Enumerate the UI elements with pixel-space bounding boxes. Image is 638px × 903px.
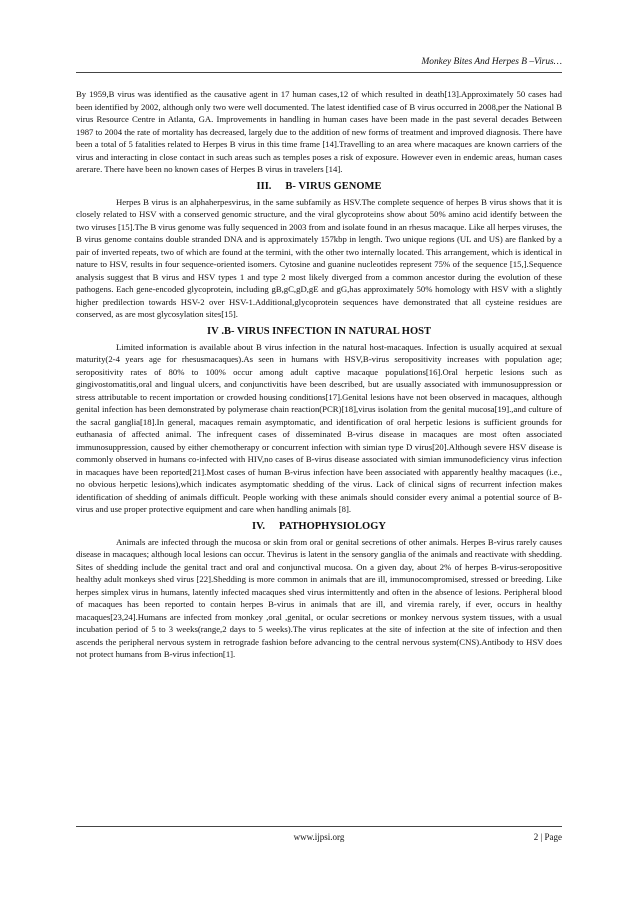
section-paragraph-genome: Herpes B virus is an alphaherpesvirus, in the same subfamily as HSV.The complete sequence of herpes B virus shows that it is closely related to HSV with a conserved genomic structure, and the viral glycoproteins show about 50% amino acid identify between the two viruses [15].The B virus genome was fully sequenced in 2003 from and isolate found in an rhesus macaque. Like all herpes viruses, the B virus genome contains double stranded DNA and is approximately 157kbp in length. Two unique regions (UL and US) are flanked by a pair of inverted repeats, two of which are found at the termini, with the other two internally located. This arrangement, which is identical in nature to HSV, results in four sequence-oriented isomers. Cytosine and guanine nucleotides represent 75% of the sequence [15,].Sequence analysis suggest that B virus and HSV types 1 and type 2 most likely diverged from a common ancestor during the evolution of these pathogens. Each gene-encoded glycoprotein, including gB,gC,gD,gE and gG,has approximately 50% homology with HSV with a slightly higher predilection towards HSV-2 over HSV-1.Additional,glycoprotein sequences have demonstrated that all cysteine residues are conserved, as are most glycosylation sites[15].	[76, 196, 562, 319]
section-title: B- VIRUS GENOME	[285, 180, 382, 192]
intro-paragraph: By 1959,B virus was identified as the causative agent in 17 human cases,12 of which resulted in death[13].Approximately 50 cases had been identified by 2002, although only two were well documented. The latest identified case of B virus occurred in 2008,per the National B virus Resource Centre in Atlanta, GA. Improvements in handling in human cases have been made in the past several decades Between 1987 to 2004 the rate of mortality has decreased, largely due to the addition of new forms of treatment and improved diagnosis. There have been a total of 5 fatalities related to Herpes B virus in this time frame [14].Travelling to an area where macaques are known carriers of the virus and interacting in close contact in such areas such as temples poses a risk of exposure. However even in endemic areas, human cases arerare. There have been no known cases of Herpes B virus in travelers [14].	[76, 89, 562, 174]
section-number: III.	[256, 180, 272, 192]
section-number: IV.	[252, 520, 265, 532]
section-title: .B- VIRUS INFECTION IN NATURAL HOST	[221, 325, 431, 337]
section-heading-genome	[76, 180, 562, 193]
footer-url: www.ijpsi.org	[293, 832, 345, 842]
page-number: 2 | Page	[533, 832, 562, 842]
section-heading-pathophysiology	[76, 520, 562, 533]
article-body	[76, 88, 562, 661]
section-paragraph-pathophysiology: Animals are infected through the mucosa or skin from oral or genital secretions of other animals. Herpes B-virus rarely causes disease in macaques; although local lesions can occur. Thevirus is latent in the sensory ganglia of the animals and reactivate with shedding. Sites of shedding include the genital tract and oral and conjunctival mucosa. On a given day, about 2% of herpes B-virus-seropositive healthy adult monkeys shed virus [22].Shedding is more common in animals that are ill, immunocompromised, stressed or breeding. Like herpes simplex virus in humans, latently infected macaques shed virus intermittently and often in the absence of lesions. Peripheral blood of macaques has been reported to contain herpes B-virus in animals that are ill, and viremia rarely, if ever, occurs in healthy macaques[23,24].Humans are infected from monkey ,oral ,genital, or ocular secretions or monkey nervous system tissues, with a usual incubation period of 5 to 3 weeks(range,2 days to 5 weeks).The virus replicates at the site of infection at the site of infection and then ascends the peripheral nervous system in retrograde fashion before advancing to the central nervous system(CNS).Antibody to HSV does not protect humans from B-virus infection[1].	[76, 536, 562, 659]
header-rule	[76, 72, 562, 73]
section-title: PATHOPHYSIOLOGY	[278, 520, 386, 532]
section-number: IV	[207, 325, 219, 337]
running-header: Monkey Bites And Herpes B –Virus…	[421, 57, 562, 67]
section-paragraph-natural-host: Limited information is available about B virus infection in the natural host-macaques. Infection is usually acquired at sexual maturity(2-4 years age for rhesusmacaques).As seen in humans with HSV,B-virus seropositivity increases with population age; seropositivity rates of 80% to 100% occur among adult captive macaque populations[16].Oral herpetic lesions such as gingivostomatitis,oral and lingual ulcers, and conjunctivitis have been described, but are usually associated with immunosuppression or stress attributable to recent importation or crowded housing conditions[17].Genital lesions have not been observed in macaques, although genital infection has been demonstrated by polymerase chain reaction(PCR)[18],virus isolation from the genital mucosa[19].,and culture of the sacral ganglia[18].In general, macaques remain asymptomatic, and identification of oral herpetic lesions is sufficient grounds for euthanasia of affected animal. The infrequent cases of disseminated B-virus disease in macaques are most often associated immunosuppression, caused by either chemotherapy or concurrent infection with simian type D virus[20].Although severe HSV disease is commonly observed in humans co-infected with HIV,no cases of B-virus disease associated with simian immunodeficiency virus infection in macaques have been reported[21].Most cases of human B-virus infection have been associated with apparently healthy macaques (i.e., no obvious herpetic lesions),which indicates asymptomatic shedding of the virus. Lack of clinical signs of recurrent infection makes identification of shedding of animals difficult. People working with these animals should consider every animal a potential source of B-virus and use proper protective equipment and care when handling animals [8].	[76, 341, 562, 514]
footer-rule	[76, 826, 562, 827]
section-heading-natural-host	[76, 325, 562, 338]
